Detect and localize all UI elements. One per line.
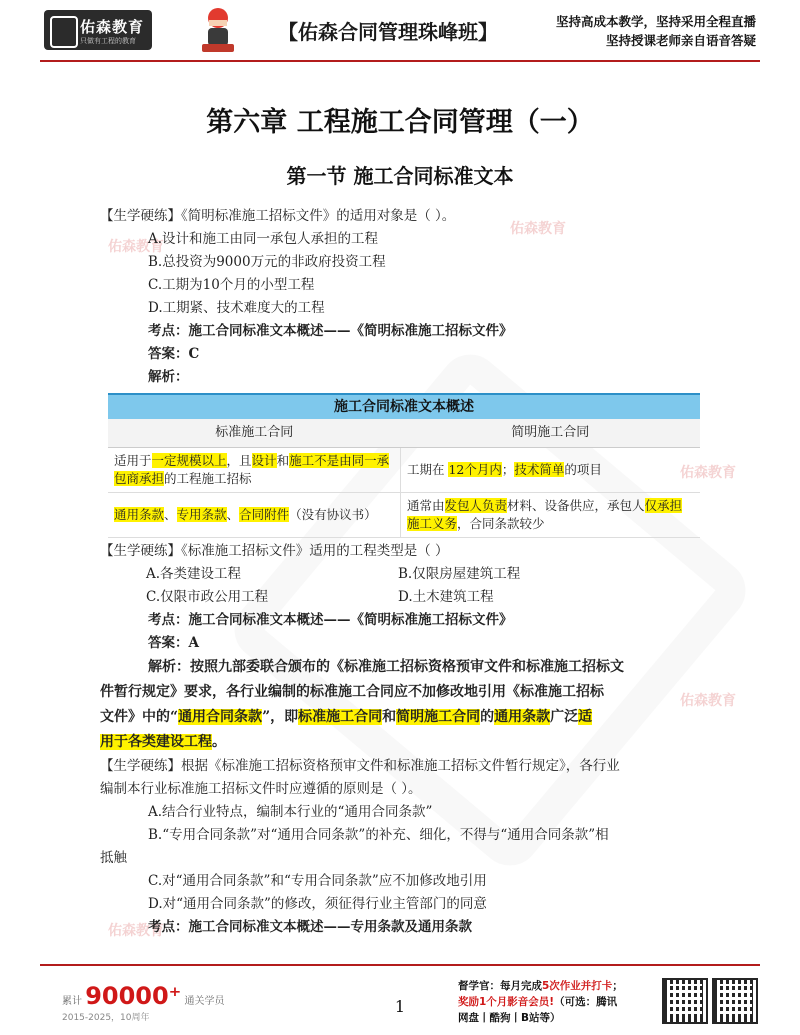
table-row <box>108 448 700 493</box>
option-c: C.仅限市政公用工程 <box>146 589 269 605</box>
header-divider <box>40 60 760 62</box>
students-label: 通关学员 <box>184 996 225 1007</box>
table-cell: 工期在 12个月内；技术简单的项目 <box>401 448 701 493</box>
slogan-line-2: 坚持授课老师亲自语音答疑 <box>605 33 756 48</box>
analysis-line: 件暂行规定》要求，各行业编制的标准施工合同应不加修改地引用《标准施工招标 <box>100 684 604 700</box>
key-point: 考点：施工合同标准文本概述——《简明标准施工招标文件》 <box>148 612 513 628</box>
promo-line: 奖励1个月影音会员!（可选：腾讯 <box>458 996 618 1008</box>
brand-logo <box>44 10 152 50</box>
analysis-paragraph <box>100 655 700 755</box>
table-cell: 通常由发包人负责材料、设备供应，承包人仅承担施工义务，合同条款较少 <box>401 493 701 538</box>
question-stem: 【生学硬练】《标准施工招标文件》适用的工程类型是（ ） <box>100 543 449 559</box>
table-row <box>108 493 700 538</box>
option-d: D.对“通用合同条款”的修改，须征得行业主管部门的同意 <box>148 896 487 912</box>
logo-text: 佑森教育 <box>80 18 145 36</box>
section-title: 第一节 施工合同标准文本 <box>286 164 514 188</box>
mascot-icon <box>200 6 236 54</box>
watermark-text: 佑森教育 <box>510 221 566 237</box>
main-content <box>100 205 700 939</box>
option-b: B.仅限房屋建筑工程 <box>398 566 521 582</box>
qr-code-icon[interactable] <box>712 978 758 1024</box>
promo-line: 督学官：每月完成5次作业并打卡； <box>458 980 623 992</box>
option-d: D.工期紧、技术难度大的工程 <box>148 300 325 316</box>
option-a: A.设计和施工由同一承包人承担的工程 <box>148 231 379 247</box>
years-label: 2015-2025，10周年 <box>62 1013 150 1023</box>
course-banner: 【佑森合同管理珠峰班】 <box>278 20 498 44</box>
option-c: C.对“通用合同条款”和“专用合同条款”应不加修改地引用 <box>148 873 487 889</box>
cumulative-label: 累计 <box>62 996 82 1007</box>
question-stem: 【生学硬练】《简明标准施工招标文件》的适用对象是（ ）。 <box>100 208 456 224</box>
watermark-text: 佑森教育 <box>108 923 164 939</box>
option-b: B.总投资为9000万元的非政府投资工程 <box>148 254 386 270</box>
slogan <box>556 12 756 50</box>
table-header-simple: 简明施工合同 <box>401 419 701 448</box>
table-cell: 适用于一定规模以上，且设计和施工不是由同一承包商承担的工程施工招标 <box>108 448 401 493</box>
option-d: D.土木建筑工程 <box>398 589 494 605</box>
option-b: B.“专用合同条款”对“通用合同条款”的补充、细化，不得与“通用合同条款”相 <box>148 827 609 843</box>
chapter-title: 第六章 工程施工合同管理（一） <box>206 107 594 138</box>
key-point: 考点：施工合同标准文本概述——专用条款及通用条款 <box>148 919 472 935</box>
option-a: A.各类建设工程 <box>146 566 242 582</box>
analysis-label: 解析： <box>148 369 189 385</box>
overview-table <box>108 393 700 538</box>
option-row <box>100 586 700 609</box>
option-b-cont: 抵触 <box>100 850 127 866</box>
answer: 答案：C <box>148 346 200 362</box>
logo-subtext: 只做有工程的教育 <box>80 37 136 45</box>
option-c: C.工期为10个月的小型工程 <box>148 277 315 293</box>
logo-mark-icon <box>50 16 78 48</box>
page-header <box>0 0 800 64</box>
question-stem: 【生学硬练】根据《标准施工招标资格预审文件和标准施工招标文件暂行规定》，各行业 <box>100 758 620 774</box>
page-number: 1 <box>394 997 406 1016</box>
table-header-standard: 标准施工合同 <box>108 419 401 448</box>
analysis-line: 文件》中的“通用合同条款”，即标准施工合同和简明施工合同的通用条款广泛适 <box>100 709 593 725</box>
table-cell: 通用条款、专用条款、合同附件（没有协议书） <box>108 493 401 538</box>
option-row <box>100 563 700 586</box>
footer-divider <box>40 964 760 966</box>
slogan-line-1: 坚持高成本教学，坚持采用全程直播 <box>555 14 756 29</box>
answer: 答案：A <box>148 635 199 651</box>
key-point: 考点：施工合同标准文本概述——《简明标准施工招标文件》 <box>148 323 513 339</box>
promo-text <box>458 978 623 1026</box>
question-stem-cont: 编制本行业标准施工招标文件时应遵循的原则是（ ）。 <box>100 781 422 797</box>
promo-line: 网盘丨酷狗丨B站等） <box>458 1012 561 1024</box>
student-number: 90000⁺ <box>85 982 182 1010</box>
watermark-text: 佑森教育 <box>108 239 164 255</box>
option-a: A.结合行业特点，编制本行业的“通用合同条款” <box>148 804 433 820</box>
watermark-text: 佑森教育 <box>680 693 736 709</box>
watermark-text: 佑森教育 <box>680 465 736 481</box>
qr-code-icon[interactable] <box>662 978 708 1024</box>
table-caption: 施工合同标准文本概述 <box>108 394 700 419</box>
analysis-line: 用于各类建设工程。 <box>100 734 226 750</box>
analysis-line: 解析：按照九部委联合颁布的《标准施工招标资格预审文件和标准施工招标文 <box>148 659 624 675</box>
